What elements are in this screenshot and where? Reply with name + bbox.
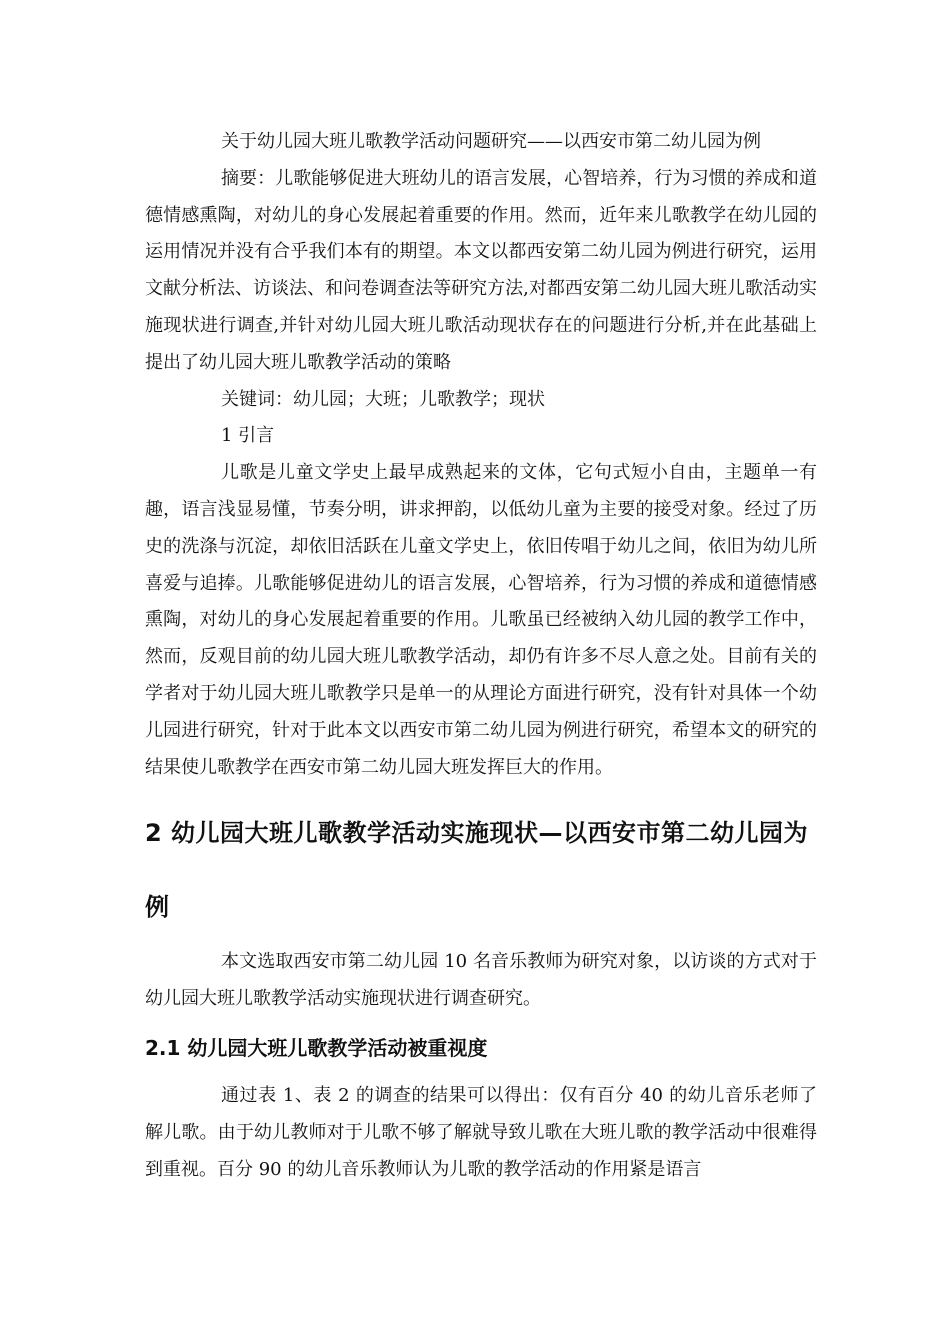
document-title: 关于幼儿园大班儿歌教学活动问题研究——以西安市第二幼儿园为例 <box>221 131 761 152</box>
abstract-paragraph: 摘要：儿歌能够促进大班幼儿的语言发展，心智培养，行为习惯的养成和道德情感熏陶，对幼儿的身心发展起着重要的作用。然而，近年来儿歌教学在幼儿园的运用情况并没有合乎我们本有的期望。本文以都西安第二幼儿园为例进行研究，运用文献分析法、访谈法、和问卷调查法等研究方法,对都西安第二幼儿园大班儿歌活动实施现状进行调查,并针对幼儿园大班儿歌活动现状存在的问题进行分析,并在此基础上提出了幼儿园大班儿歌教学活动的策略 <box>145 167 817 373</box>
section-1-heading: 1 引言 <box>221 425 275 447</box>
subsection-2-1-heading: 2.1 幼儿园大班儿歌教学活动被重视度 <box>145 1035 488 1060</box>
section-2-heading: 2 幼儿园大班儿歌教学活动实施现状—以西安市第二幼儿园为例 <box>145 819 809 922</box>
section-2-paragraph: 本文选取西安市第二幼儿园 10 名音乐教师为研究对象，以访谈的方式对于幼儿园大班儿歌教学活动实施现状进行调查研究。 <box>145 951 817 1010</box>
subsection-2-1-paragraph: 通过表 1、表 2 的调查的结果可以得出：仅有百分 40 的幼儿音乐老师了解儿歌。由于幼儿教师对于儿歌不够了解就导致儿歌在大班儿歌的教学活动中很难得到重视。百分 90 的幼儿音乐教师认为儿歌的教学活动的作用紧是语言 <box>145 1084 817 1180</box>
section-1-paragraph: 儿歌是儿童文学史上最早成熟起来的文体，它句式短小自由，主题单一有趣，语言浅显易懂，节奏分明，讲求押韵，以低幼儿童为主要的接受对象。经过了历史的洗涤与沉淀，却依旧活跃在儿童文学史上，依旧传唱于幼儿之间，依旧为幼儿所喜爱与追捧。儿歌能够促进幼儿的语言发展，心智培养，行为习惯的养成和道德情感熏陶，对幼儿的身心发展起着重要的作用。儿歌虽已经被纳入幼儿园的教学工作中，然而，反观目前的幼儿园大班儿歌教学活动，却仍有许多不尽人意之处。目前有关的学者对于幼儿园大班儿歌教学只是单一的从理论方面进行研究，没有针对具体一个幼儿园进行研究，针对于此本文以西安市第二幼儿园为例进行研究，希望本文的研究的结果使儿歌教学在西安市第二幼儿园大班发挥巨大的作用。 <box>145 462 817 778</box>
keywords-line: 关键词：幼儿园；大班；儿歌教学；现状 <box>221 388 545 410</box>
document-page <box>145 124 817 1188</box>
